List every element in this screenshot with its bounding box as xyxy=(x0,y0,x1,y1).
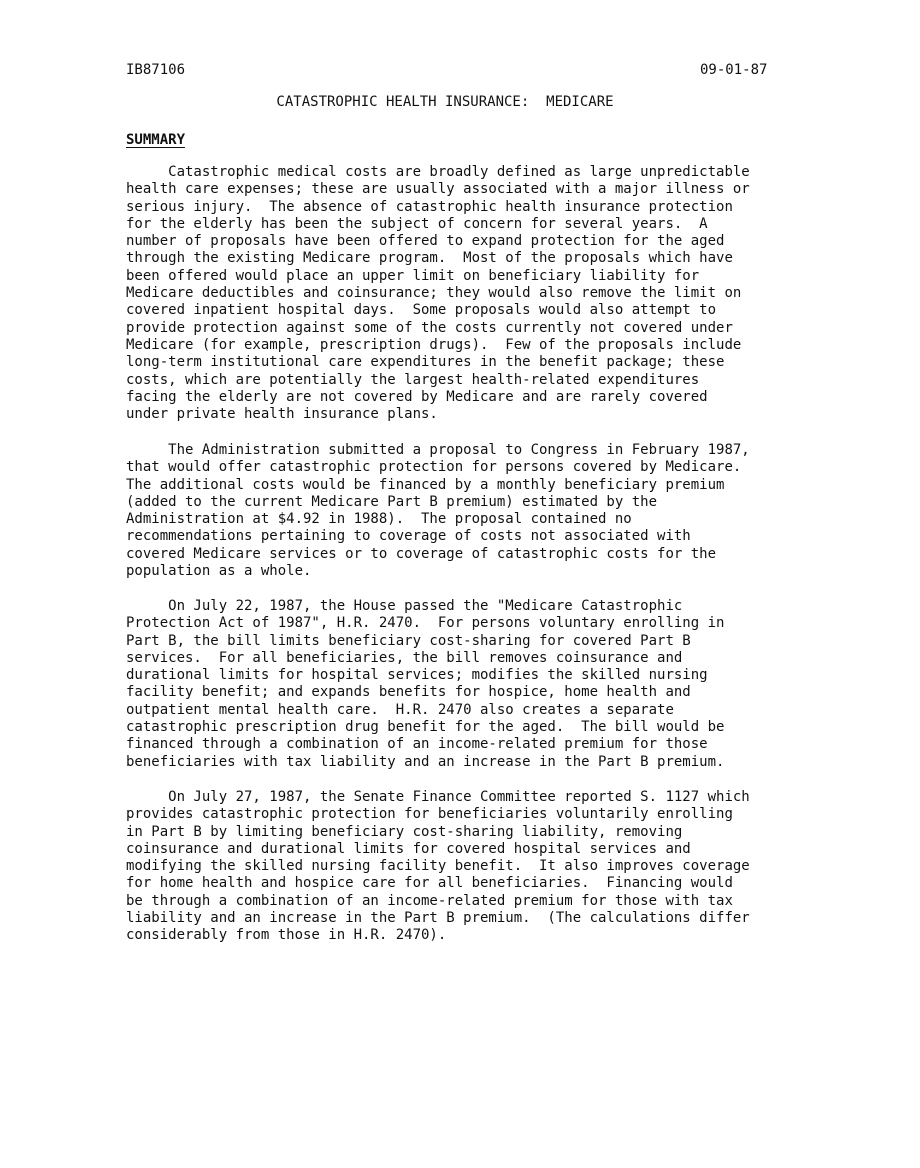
document-title: CATASTROPHIC HEALTH INSURANCE: MEDICARE xyxy=(276,94,614,110)
paragraph-line: in Part B by limiting beneficiary cost-sharing liability, removing xyxy=(126,823,683,840)
paragraph-line: On July 22, 1987, the House passed the "Medicare Catastrophic xyxy=(126,598,683,614)
paragraph-line: beneficiaries with tax liability and an increase in the Part B premium. xyxy=(126,753,725,770)
summary-paragraph-1 xyxy=(126,164,786,423)
paragraph-line: covered inpatient hospital days. Some proposals would also attempt to xyxy=(126,302,717,319)
paragraph-line: for home health and hospice care for all beneficiaries. Financing would xyxy=(126,875,733,892)
paragraph-line: services. For all beneficiaries, the bill removes coinsurance and xyxy=(126,649,683,666)
paragraph-line: covered Medicare services or to coverage of catastrophic costs for the xyxy=(126,545,717,562)
section-heading: SUMMARY xyxy=(126,132,186,148)
paragraph-line: On July 27, 1987, the Senate Finance Committee reported S. 1127 which xyxy=(126,789,750,805)
paragraph-line: facility benefit; and expands benefits for hospice, home health and xyxy=(126,684,691,701)
paragraph-line: (added to the current Medicare Part B premium) estimated by the xyxy=(126,493,658,510)
paragraph-line: number of proposals have been offered to expand protection for the aged xyxy=(126,233,725,250)
paragraph-line: been offered would place an upper limit on beneficiary liability for xyxy=(126,267,700,284)
paragraph-line: durational limits for hospital services; modifies the skilled nursing xyxy=(126,667,708,684)
paragraph-line: that would offer catastrophic protection for persons covered by Medicare. xyxy=(126,459,742,476)
paragraph-line: through the existing Medicare program. Most of the proposals which have xyxy=(126,250,733,267)
paragraph-line: catastrophic prescription drug benefit for the aged. The bill would be xyxy=(126,719,725,736)
paragraph-line: serious injury. The absence of catastrophic health insurance protection xyxy=(126,198,733,215)
document-date: 09-01-87 xyxy=(700,62,768,78)
paragraph-line: Protection Act of 1987", H.R. 2470. For persons voluntary enrolling in xyxy=(126,615,725,632)
summary-paragraph-3 xyxy=(126,598,786,771)
paragraph-line: The Administration submitted a proposal to Congress in February 1987, xyxy=(126,442,750,458)
paragraph-line: provides catastrophic protection for beneficiaries voluntarily enrolling xyxy=(126,806,733,823)
paragraph-line: for the elderly has been the subject of concern for several years. A xyxy=(126,215,708,232)
paragraph-line: Part B, the bill limits beneficiary cost-sharing for covered Part B xyxy=(126,632,691,649)
paragraph-line: recommendations pertaining to coverage of costs not associated with xyxy=(126,528,691,545)
paragraph-line: facing the elderly are not covered by Medicare and are rarely covered xyxy=(126,388,708,405)
paragraph-line: costs, which are potentially the largest health-related expenditures xyxy=(126,371,700,388)
paragraph-line: health care expenses; these are usually associated with a major illness or xyxy=(126,181,750,198)
paragraph-line: long-term institutional care expenditures in the benefit package; these xyxy=(126,354,725,371)
document-id: IB87106 xyxy=(126,62,186,78)
paragraph-line: financed through a combination of an income-related premium for those xyxy=(126,736,708,753)
paragraph-line: Administration at $4.92 in 1988). The proposal contained no xyxy=(126,511,632,528)
paragraph-line: modifying the skilled nursing facility benefit. It also improves coverage xyxy=(126,858,750,875)
paragraph-line: Medicare deductibles and coinsurance; they would also remove the limit on xyxy=(126,285,742,302)
paragraph-line: liability and an increase in the Part B premium. (The calculations differ xyxy=(126,910,750,927)
paragraph-line: Catastrophic medical costs are broadly defined as large unpredictable xyxy=(126,164,750,180)
paragraph-line: under private health insurance plans. xyxy=(126,406,438,423)
paragraph-line: be through a combination of an income-related premium for those with tax xyxy=(126,892,733,909)
paragraph-line: population as a whole. xyxy=(126,563,312,580)
paragraph-line: Medicare (for example, prescription drugs). Few of the proposals include xyxy=(126,336,742,353)
summary-paragraph-4 xyxy=(126,789,786,945)
paragraph-line: The additional costs would be financed by a monthly beneficiary premium xyxy=(126,476,725,493)
paragraph-line: coinsurance and durational limits for covered hospital services and xyxy=(126,840,691,857)
paragraph-line: considerably from those in H.R. 2470). xyxy=(126,927,447,944)
paragraph-line: outpatient mental health care. H.R. 2470 also creates a separate xyxy=(126,701,674,718)
summary-paragraph-2 xyxy=(126,442,786,580)
paragraph-line: provide protection against some of the costs currently not covered under xyxy=(126,319,733,336)
